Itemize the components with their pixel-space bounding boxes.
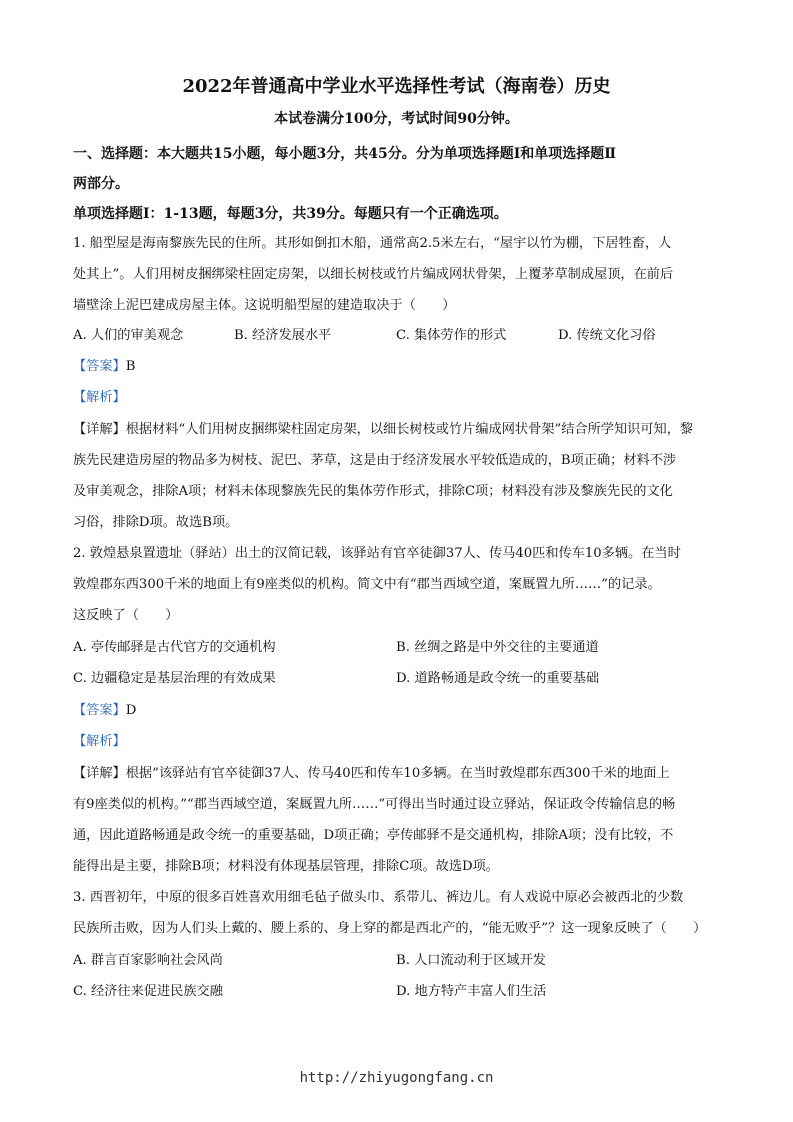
q3-stem-line: 3. 西晋初年，中原的很多百姓喜欢用细毛毡子做头巾、系带儿、裤边儿。有人戏说中原必会被西北的少数 [73,890,684,905]
detail-tag: 【详解】 [73,766,126,781]
detail-text: 根据材料“人们用树皮捆绑梁柱固定房架，以细长树枝或竹片编成网状骨架”结合所学知识可知，黎 [125,422,694,437]
q3-option-b: B. 人口流动利于区域开发 [396,953,546,968]
q3-option-c: C. 经济往来促进民族交融 [73,984,223,999]
q2-detail-line: 有9座类似的机构。”“郡当西域空道，案厩置九所……”可得出当时通过设立驿站，保证政令传输信息的畅 [73,797,676,812]
q1-detail-line: 族先民建造房屋的物品多为树枝、泥巴、茅草，这是由于经济发展水平较低造成的，B项正确；材料不涉 [73,453,677,468]
q2-stem-line: 敦煌郡东西300千米的地面上有9座类似的机构。简文中有“郡当西域空道，案厩置九所……”的记录。 [73,577,661,592]
q2-answer [73,701,136,721]
q2-option-b: B. 丝绸之路是中外交往的主要通道 [396,640,599,655]
detail-text: 根据“该驿站有官卒徒御37人、传马40匹和传车10多辆。在当时敦煌郡东西300千米的地面上 [125,766,670,781]
answer-tag: 【答案】 [73,359,126,374]
q1-stem-line: 墙壁涂上泥巴建成房屋主体。这说明船型屋的建造取决于（ ） [73,298,456,313]
section-heading-line1: 一、选择题：本大题共15小题，每小题3分，共45分。分为单项选择题Ⅰ和单项选择题Ⅱ [73,146,617,162]
q2-option-d: D. 道路畅通是政令统一的重要基础 [396,671,600,686]
analysis-tag: 【解析】 [73,734,126,749]
q3-stem-line: 民族所击败，因为人们头上戴的、腰上系的、身上穿的都是西北产的，“能无败乎”？这一现象反映了（ ） [73,921,707,936]
exam-subtitle: 本试卷满分100分，考试时间90分钟。 [274,111,519,127]
q1-analysis [73,388,126,408]
q2-detail-line: 能得出是主要，排除B项；材料没有体现基层管理，排除C项。故选D项。 [73,859,499,874]
q3-option-a: A. 群言百家影响社会风尚 [73,953,223,968]
q2-analysis [73,732,126,752]
answer-value: B [125,359,136,374]
section-heading-line2: 两部分。 [73,176,129,192]
exam-title: 2022年普通高中学业水平选择性考试（海南卷）历史 [182,76,611,97]
q2-option-a: A. 亭传邮驿是古代官方的交通机构 [73,640,276,655]
q1-option-a: A. 人们的审美观念 [73,328,184,343]
q1-option-b: B. 经济发展水平 [234,328,332,343]
q3-option-d: D. 地方特产丰富人们生活 [396,984,547,999]
answer-tag: 【答案】 [73,703,126,718]
q1-detail-line: 习俗，排除D项。故选B项。 [73,515,239,530]
q2-detail-line [73,764,670,784]
q1-answer [73,357,135,377]
subsection-heading: 单项选择题Ⅰ：1-13题，每题3分，共39分。每题只有一个正确选项。 [73,206,508,222]
q1-detail-line: 及审美观念，排除A项；材料未体现黎族先民的集体劳作形式，排除C项；材料没有涉及黎族先民的文化 [73,484,673,499]
q1-detail-line [73,420,693,440]
q1-option-c: C. 集体劳作的形式 [396,328,507,343]
q2-detail-line: 通，因此道路畅通是政令统一的重要基础，D项正确；亭传邮驿不是交通机构，排除A项；没有比较，不 [73,828,674,843]
footer-url[interactable]: http://zhiyugongfang.cn [299,1070,494,1086]
q2-stem-line: 这反映了（ ） [73,608,179,623]
q1-option-d: D. 传统文化习俗 [558,328,656,343]
q2-option-c: C. 边疆稳定是基层治理的有效成果 [73,671,276,686]
analysis-tag: 【解析】 [73,390,126,405]
q1-stem-line: 1. 船型屋是海南黎族先民的住所。其形如倒扣木船，通常高2.5米左右，“屋宇以竹为棚，下居牲畜，人 [73,236,672,251]
answer-value: D [125,703,137,718]
detail-tag: 【详解】 [73,422,126,437]
q1-stem-line: 处其上”。人们用树皮捆绑梁柱固定房架，以细长树枝或竹片编成网状骨架，上覆茅草制成屋顶，在前后 [73,267,674,282]
q2-stem-line: 2. 敦煌悬泉置遗址（驿站）出土的汉简记载，该驿站有官卒徒御37人、传马40匹和传车10多辆。在当时 [73,546,681,561]
